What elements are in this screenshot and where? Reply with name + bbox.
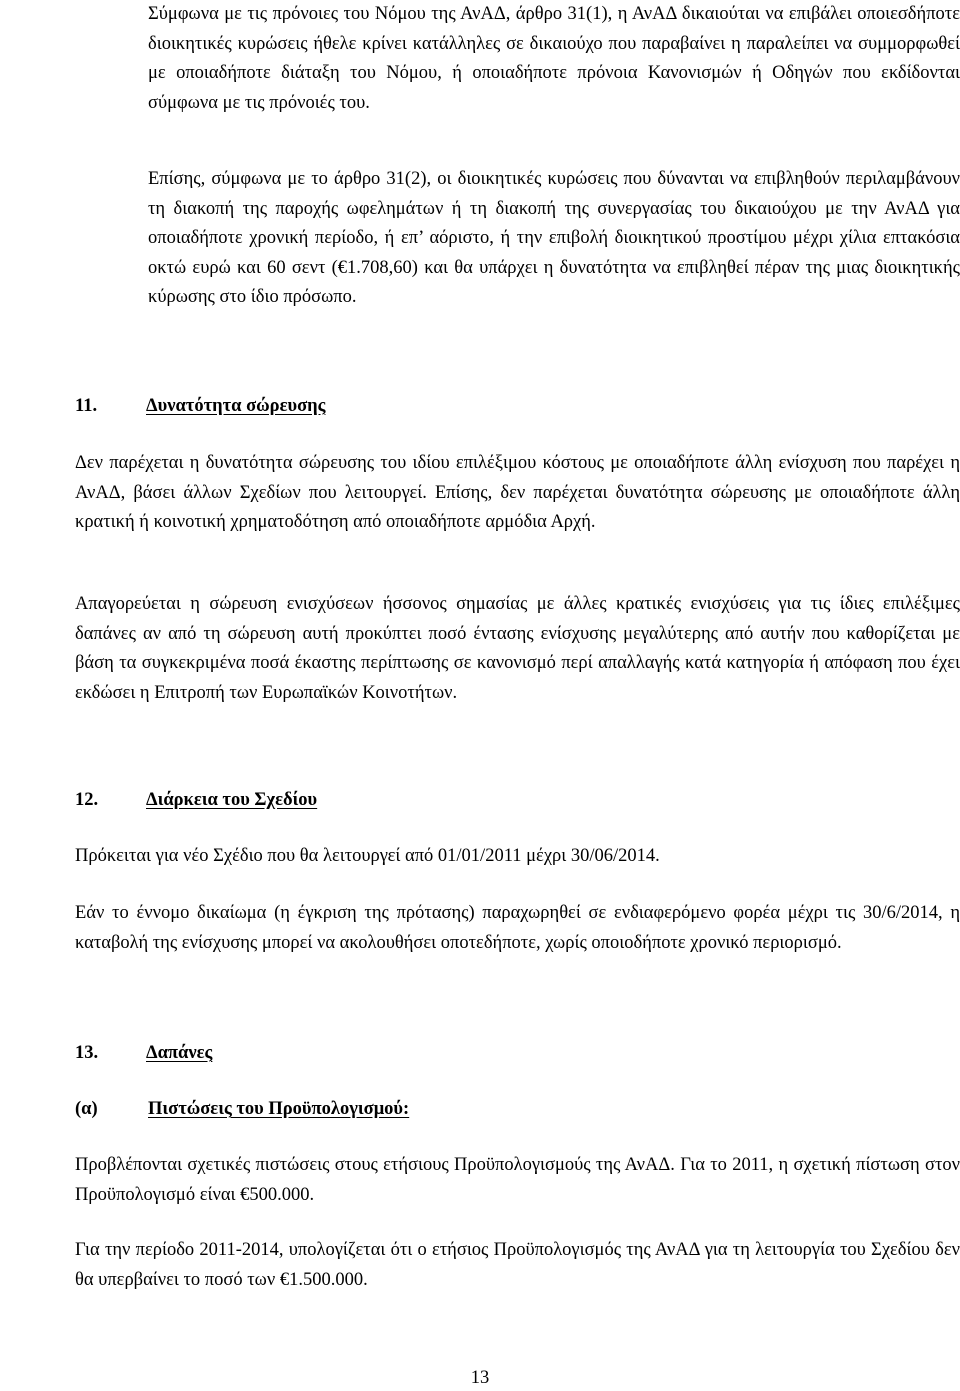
page-number: 13 — [470, 1368, 490, 1388]
section-title: Δυνατότητα σώρευσης — [146, 396, 326, 416]
paragraph-cumulation-2: Απαγορεύεται η σώρευση ενισχύσεων ήσσονος σημασίας με άλλες κρατικές ενισχύσεις για τις ίδιες επιλέξιμες δαπάνες αν από τη σώρευση αυτή προκύπτει ποσό έντασης ενίσχυσης μεγαλύτερης από αυτήν που καθορίζεται με βάση τα συγκεκριμένα ποσά έκαστης περίπτωσης σε κανονισμό περί απαλλαγής κατά κατηγορία ή απόφαση που έχει εκδώσει η Επιτροπή των Ευρωπαϊκών Κοινοτήτων. — [75, 594, 960, 703]
paragraph-budget-1: Προβλέπονται σχετικές πιστώσεις στους ετήσιους Προϋπολογισμούς της ΑνΑΔ. Για το 2011, η σχετική πίστωση στον Προϋπολογισμό είναι €500.000. — [75, 1155, 960, 1205]
section-title: Διάρκεια του Σχεδίου — [146, 790, 318, 810]
paragraph-duration-2: Εάν το έννομο δικαίωμα (η έγκριση της πρότασης) παραχωρηθεί σε ενδιαφερόμενο φορέα μέχρι τις 30/6/2014, η καταβολή της ενίσχυσης μπορεί να ακολουθήσει οποτεδήποτε, χωρίς οποιοδήποτε χρονικό περιορισμό. — [75, 903, 960, 953]
section-number: 12. — [75, 790, 99, 810]
section-number: 13. — [75, 1043, 99, 1063]
subsection-title: Πιστώσεις του Προϋπολογισμού: — [148, 1099, 410, 1119]
paragraph-sanctions-31-1: Σύμφωνα με τις πρόνοιες του Νόμου της ΑνΑΔ, άρθρο 31(1), η ΑνΑΔ δικαιούται να επιβάλει οποιεσδήποτε διοικητικές κυρώσεις ήθελε κρίνει κατάλληλες σε δικαιούχο που παραβαίνει η παραλείπει να συμμορφωθεί με οποιαδήποτε διάταξη του Νόμου, ή οποιαδήποτε πρόνοια Κανονισμών ή Οδηγών που εκδίδονται σύμφωνα με τις πρόνοιές του. — [148, 4, 960, 113]
subsection-label: (α) — [75, 1099, 98, 1119]
paragraph-sanctions-31-2: Επίσης, σύμφωνα με το άρθρο 31(2), οι διοικητικές κυρώσεις που δύνανται να επιβληθούν περιλαμβάνουν τη διακοπή της παροχής ωφελημάτων ή τη διακοπή της συνεργασίας του δικαιούχου με την ΑνΑΔ για οποιαδήποτε χρονική περίοδο, ή επ’ αόριστο, ή την επιβολή διοικητικού προστίμου μέχρι χίλια επτακόσια οκτώ ευρώ και 60 σεντ (€1.708,60) και θα υπάρχει η δυνατότητα να επιβληθεί πέραν της μιας διοικητικής κύρωσης στο ίδιο πρόσωπο. — [148, 169, 960, 307]
section-title: Δαπάνες — [146, 1043, 213, 1063]
paragraph-budget-2: Για την περίοδο 2011-2014, υπολογίζεται ότι ο ετήσιος Προϋπολογισμός της ΑνΑΔ για τη λειτουργία του Σχεδίου δεν θα υπερβαίνει το ποσό των €1.500.000. — [75, 1240, 960, 1290]
paragraph-cumulation-1: Δεν παρέχεται η δυνατότητα σώρευσης του ιδίου επιλέξιμου κόστους με οποιαδήποτε άλλη ενίσχυση που παρέχει η ΑνΑΔ, βάσει άλλων Σχεδίων που λειτουργεί. Επίσης, δεν παρέχεται δυνατότητα σώρευσης με οποιαδήποτε άλλη κρατική ή κοινοτική χρηματοδότηση από οποιαδήποτε αρμόδια Αρχή. — [75, 453, 960, 532]
paragraph-duration-1: Πρόκειται για νέο Σχέδιο που θα λειτουργεί από 01/01/2011 μέχρι 30/06/2014. — [75, 846, 660, 866]
section-number: 11. — [75, 396, 98, 416]
